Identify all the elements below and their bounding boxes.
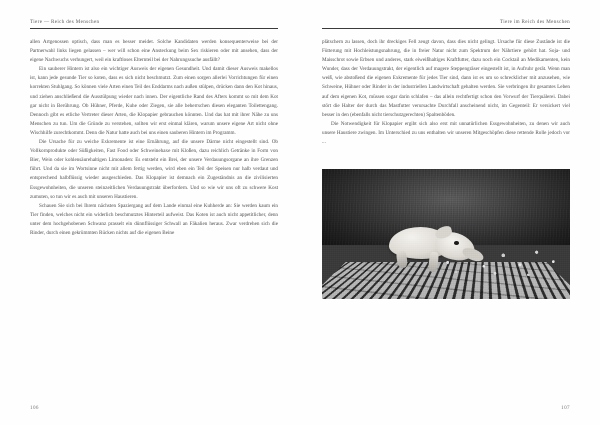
- page-right: [300, 0, 600, 425]
- body-text-right: [322, 38, 570, 147]
- paragraph: Die Ursache für zu weiche Exkremente ist eine Ernährung, auf die unsere Därme nicht eingestellt sind. Ob Vollkornprodukte oder Süßigkeiten, Fast Food oder Schweinehaxe mit Kloßen, dazu reichlich Getränke in Form von Bier, Wein oder kohlensäurehaltigen Limonaden: Es entsteht ein Brei, der unsere Verdauungsorgane an ihre Grenzen führt. Und da sie im Wortsinne nicht mit allem fertig werden, wird eben ein Teil der Speisen nur halb verdaut und entsprechend halbflüssig wieder ausgeschieden. Das Klopapier ist demnach ein Zugeständnis an die zivilisierten Essgewohnheiten, die unseren steinzeitlichen Verdauungstrakt überfordern. Und so wie wir uns oft zu schwere Kost zumuten, so tun wir es auch mit unseren Haustieren.: [30, 139, 278, 200]
- paragraph: allen Artgenossen optisch, dass man es besser meidet. Solche Kandidaten werden konsequenterweise bei der Partnerwahl links liegen gelassen – wer will schon eine Ansteckung beim Sex riskieren oder mit ansehen, dass der eigene Nachwuchs verhungert, weil ein kraftloses Elternteil bei der Nahrungssuche ausfällt?: [30, 39, 278, 64]
- photo-piglet-on-slatted-floor: [322, 169, 570, 299]
- paragraph: plätschern zu lassen, doch ihr dreckiges Fell zeugt davon, dass dies nicht gelingt. Ursache für diese Zustände ist die Fütterung mit Hochleistungsnahrung, die in freier Natur nicht zum Spektrum der Nährtiere gehört hat. Soja- und Maisschrot sowie Erbsen und anderes, stark eiweißhaltiges Kraftfutter, dazu noch ein Cocktail an Medikamenten, kein Wunder, dass der Verdauungstrakt, der eigentlich auf magere Steppengräser eingestellt ist, in Aufruhr gerät. Wenn man weiß, wie abstoßend die eigenen Exkremente für jedes Tier sind, dann ist es um so schrecklicher mit anzusehen, wie Schweine, Hühner oder Rinder in der industriellen Landwirtschaft gehalten werden. Sie verbringen ihr gesamtes Leben auf dem eigenen Kot, müssen sogar darin schlafen – das allein rechtfertigt schon den Vorwurf der Tierquälerei. Dabei stört die Halter der durch das Mastfutter verursachte Durchfall anscheinend nicht, im Gegenteil: Er versickert viel besser in den (ebenfalls nicht tierschutzgerechten) Spaltenböden.: [322, 39, 570, 118]
- page-number-right: 107: [561, 405, 570, 411]
- running-head-right: Tiere im Reich des Menschen: [499, 19, 570, 25]
- header-rule-left: [30, 28, 278, 29]
- piglet-hind-leg: [396, 251, 408, 270]
- paragraph: Die Notwendigkeit für Klopapier ergibt sich also erst mit unnatürlichen Essgewohnheiten, zu denen wir auch unsere Haustiere zwingen. Im Unterschied zu uns enthalten wir unseren Mitgeschöpfen diese rettende Rolle jedoch vor ...: [322, 120, 570, 146]
- paragraph: Ein sauberer Hintern ist also ein wichtiger Ausweis der eigenen Gesundheit. Und damit dieser Ausweis makellos ist, kann jede gesunde Tier so koten, dass es sich nicht beschmutzt. Zum einen sorgen allerlei Vorrichtungen für einen korrekten Stuhlgang. So können viele Arten einen Teil des Enddarms nach außen stülpen, drücken dann den Kot hinaus, und ziehen anschließend die Ausstülpung wieder nach innen. Der eigentliche Rand des Afters kommt so mit dem Kot gar nicht in Berührung. Ob Hühner, Pferde, Kuhe oder Ziegen, sie alle beherrschen diesen eleganten Toilettengang. Dennoch gibt es etliche Vertreter dieser Arten, die Klopapier gebrauchen könnten. Und das hat mit ihrer Nähe zu uns Menschen zu tun. Um die Gründe zu verstehen, sollten wir erst einmal klären, warum unsere eigene Art nicht ohne Wischhilfe zurechtkommt. Denn die Natur hatte auch bei uns einen sauberen Hintern im Programm.: [30, 66, 278, 136]
- page-number-left: 106: [30, 405, 39, 411]
- piglet-snout: [461, 245, 485, 263]
- body-text-left: [30, 38, 278, 238]
- piglet-front-leg: [428, 252, 439, 272]
- photo-piglet: [389, 219, 488, 274]
- header-rule-right: [322, 28, 570, 29]
- figure-piglet: [322, 169, 570, 299]
- running-head-left: Tiere — Reich des Menschen: [30, 19, 100, 25]
- paragraph: Schauen Sie sich bei Ihrem nächsten Spaziergang auf dem Lande einmal eine Kuhherde an: Sie werden kaum ein Tier finden, welches nicht ein widerlich beschmutztes Hinterteil aufweist. Das Koten ist auch nicht appetitlicher, denn unter dem hochgehobenen Schwanz prasselt ein dünnflüssiger Schwall an Fäkalien heraus. Zwar verdrehen sich die Rinder, durch einen gekrümmten Rücken nichts auf die eigenen Beine: [30, 202, 278, 236]
